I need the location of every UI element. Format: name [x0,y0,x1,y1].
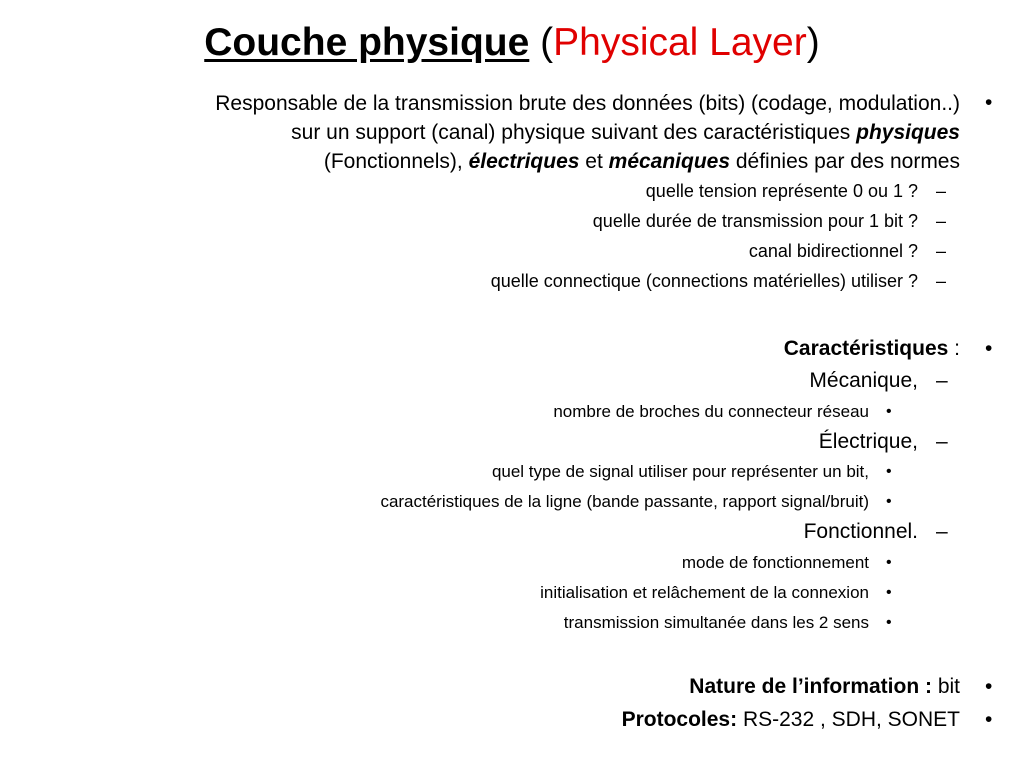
bullet-marker: • [886,493,892,510]
section1-line2-text: sur un support (canal) physique suivant des caractéristiques [291,121,857,144]
dash-marker: – [936,241,947,261]
bullet-marker: • [985,708,993,731]
bullet-marker: • [886,614,892,631]
section1-line3-pre: (Fonctionnels), [323,150,469,173]
section1-line3-post: définies par des normes [730,150,960,173]
slide-title [0,16,1024,70]
title-main: Couche physique [204,21,530,64]
bullet-marker: • [886,584,892,601]
fonctionnel-label: Fonctionnel. [803,520,918,543]
nature-line [689,673,960,701]
section1-line2 [0,118,960,147]
question-item: quelle connectique (connections matérielles) utiliser ? [490,271,918,291]
protocoles-value: RS-232 , SDH, SONET [737,708,960,731]
bullet-marker: • [886,403,892,420]
dash-marker: – [936,369,948,392]
question-item: quelle tension représente 0 ou 1 ? [645,181,918,201]
section1-line2-emphasis: physiques [856,121,960,144]
section1-line3-mid: et [579,150,609,173]
mecanique-item: nombre de broches du connecteur réseau [553,402,869,421]
mecanique-label: Mécanique, [809,369,918,392]
title-accent: Physical Layer [553,21,807,64]
section1-line3-em2: mécaniques [608,150,731,173]
bullet-marker: • [985,675,993,698]
bullet-marker: • [886,554,892,571]
caracteristiques-heading [784,335,960,363]
bullet-marker: • [985,337,993,360]
protocoles-label: Protocoles: [621,708,738,731]
caracteristiques-suffix: : [948,337,960,360]
dash-marker: – [936,520,948,543]
nature-label: Nature de l’information : [689,675,932,698]
question-item: canal bidirectionnel ? [748,241,918,261]
fonctionnel-item: transmission simultanée dans les 2 sens [563,613,869,632]
bullet-marker: • [886,463,892,480]
electrique-item: quel type de signal utiliser pour représenter un bit, [491,462,869,481]
section1-line3-em1: électriques [468,150,580,173]
fonctionnel-item: initialisation et relâchement de la connexion [540,583,869,602]
electrique-label: Électrique, [818,430,918,453]
dash-marker: – [936,430,948,453]
section1-paragraph [0,89,960,176]
title-open-paren: ( [529,21,554,64]
protocoles-line [622,706,960,734]
section1-line3 [0,147,960,176]
electrique-item: caractéristiques de la ligne (bande passante, rapport signal/bruit) [380,492,869,511]
question-item: quelle durée de transmission pour 1 bit ? [592,211,918,231]
fonctionnel-item: mode de fonctionnement [681,553,869,572]
nature-value: bit [931,675,960,698]
title-close-paren: ) [806,21,820,64]
bullet-marker: • [985,91,993,114]
dash-marker: – [936,271,947,291]
dash-marker: – [936,181,947,201]
caracteristiques-label: Caractéristiques [783,337,949,360]
dash-marker: – [936,211,947,231]
section1-line1: Responsable de la transmission brute des données (bits) (codage, modulation..) [215,92,960,115]
